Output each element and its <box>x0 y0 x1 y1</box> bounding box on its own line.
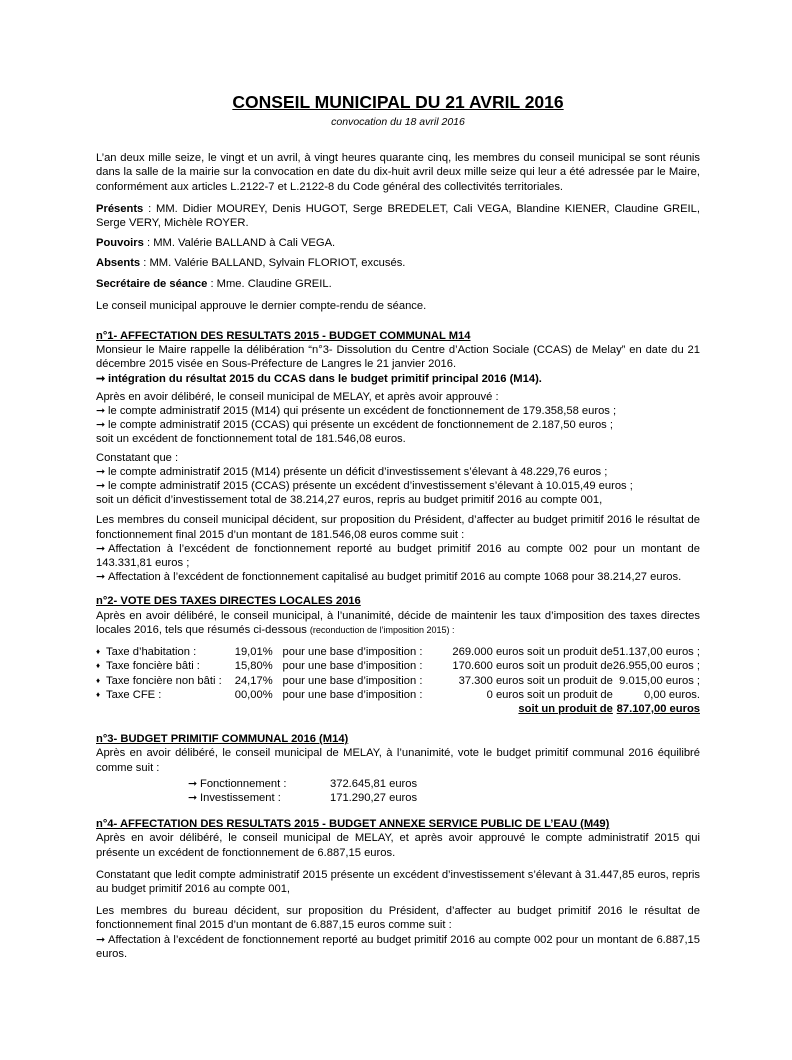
section-2-para: Après en avoir délibéré, le conseil municipal, à l’unanimité, décide de maintenir les taux d’imposition des taxes directes locales 2016, tels que résumés ci-dessous (reconduction de l’imposition 2015) : <box>96 609 700 636</box>
tax-name: Taxe CFE : <box>106 688 162 701</box>
section-1-bullet3: ➞ le compte administratif 2015 (M14) présente un déficit d’investissement s’élevant à 48.229,76 euros ; <box>96 465 608 478</box>
section-4-heading: n°4- AFFECTATION DES RESULTATS 2015 - BUDGET ANNEXE SERVICE PUBLIC DE L’EAU (M49) <box>96 818 610 831</box>
tax-row <box>96 688 700 702</box>
convocation-date: convocation du 18 avril 2016 <box>331 116 465 128</box>
tax-product: 26.955,00 euros ; <box>612 660 700 673</box>
absents-label: Absents <box>96 257 141 270</box>
tax-name-cell <box>96 674 235 688</box>
tax-base-label: pour une base d’imposition : <box>282 660 423 673</box>
section-2-heading: n°2- VOTE DES TAXES DIRECTES LOCALES 2016 <box>96 595 361 608</box>
tax-product: 51.137,00 euros ; <box>612 646 700 659</box>
pouvoirs-line <box>96 236 700 250</box>
section-1-affect1: ➞ Affectation à l’excédent de fonctionnement reporté au budget primitif 2016 au compte 002 pour un montant de 143.331,81 euros ; <box>96 542 700 570</box>
secretaire-label: Secrétaire de séance <box>96 277 208 290</box>
taxes-total-value: 87.107,00 euros <box>616 702 700 715</box>
tax-product: 0,00 euros. <box>644 688 700 701</box>
section-4 <box>96 817 700 961</box>
tax-name: Taxe foncière bâti : <box>106 660 200 673</box>
pouvoirs-label: Pouvoirs <box>96 237 144 250</box>
section-1-para2-intro: Après en avoir délibéré, le conseil municipal de MELAY, et après avoir approuvé : <box>96 390 499 403</box>
tax-product: 9.015,00 euros ; <box>619 674 700 687</box>
tax-rate: 24,17% <box>234 674 273 687</box>
diamond-bullet-icon: ♦ <box>96 689 101 699</box>
section-1-total-fonct: soit un excédent de fonctionnement total de 181.546,08 euros. <box>96 433 406 446</box>
arrow-icon: ➞ <box>96 372 106 385</box>
section-1-heading: n°1- AFFECTATION DES RESULTATS 2015 - BUDGET COMMUNAL M14 <box>96 330 471 343</box>
tax-row <box>96 674 700 688</box>
tax-rate: 15,80% <box>234 660 273 673</box>
pouvoirs-text: : MM. Valérie BALLAND à Cali VEGA. <box>143 237 336 250</box>
arrow-icon: ➞ <box>96 465 106 478</box>
arrow-icon: ➞ <box>188 791 198 804</box>
diamond-bullet-icon: ♦ <box>96 661 101 671</box>
arrow-icon: ➞ <box>96 542 106 555</box>
section-1-para3: Les membres du conseil municipal décident, sur proposition du Président, d’affecter au budget primitif 2016 le résultat de fonctionnement final 2015 d’un montant de 181.546,08 euros comme suit : <box>96 514 700 541</box>
section-1-bullet1: ➞ le compte administratif 2015 (M14) qui présente un excédent de fonctionnement de 179.358,58 euros ; <box>96 405 617 418</box>
section-4-para3: Les membres du bureau décident, sur proposition du Président, d’affecter au budget primitif 2016 le résultat de fonctionnement final 2015 d’un montant de 6.887,15 euros comme suit : <box>96 905 700 932</box>
secretaire-line <box>96 277 700 291</box>
section-3-heading: n°3- BUDGET PRIMITIF COMMUNAL 2016 (M14) <box>96 733 349 746</box>
section-3-para: Après en avoir délibéré, le conseil municipal de MELAY, à l’unanimité, vote le budget primitif communal 2016 équilibré comme suit : <box>96 747 700 774</box>
secretaire-text: : Mme. Claudine GREIL. <box>207 277 332 290</box>
section-4-para1: Après en avoir délibéré, le conseil municipal de MELAY, et après avoir approuvé le compte administratif 2015 qui présente un excédent de fonctionnement de 6.887,15 euros. <box>96 832 700 859</box>
section-4-para2: Constatant que ledit compte administratif 2015 présente un excédent d’investissement s’élevant à 31.447,85 euros, repris au budget primitif 2016 au compte 001, <box>96 868 700 895</box>
tax-base-label: pour une base d’imposition : <box>282 674 423 687</box>
tax-name-cell <box>96 659 235 673</box>
section-3 <box>96 732 700 805</box>
diamond-bullet-icon: ♦ <box>96 647 101 657</box>
tax-base: 269.000 euros soit un produit de <box>452 646 613 659</box>
taxes-total-row <box>96 702 700 716</box>
tax-row <box>96 645 700 659</box>
section-1-total-invest: soit un déficit d’investissement total de 38.214,27 euros, repris au budget primitif 2016 au compte 001, <box>96 494 603 507</box>
tax-name: Taxe d’habitation : <box>106 646 197 659</box>
intro-paragraph: L’an deux mille seize, le vingt et un avril, à vingt heures quarante cinq, les membres du conseil municipal se sont réunis dans la salle de la mairie sur la convocation en date du dix-huit avril deux mille seize qui leur a été adressée par le Maire, conformément aux articles L.2122-7 et L.2122-8 du Code général des collectivités territoriales. <box>96 152 700 193</box>
arrow-icon: ➞ <box>188 777 198 790</box>
approval-line: Le conseil municipal approuve le dernier compte-rendu de séance. <box>96 299 427 312</box>
tax-row <box>96 659 700 673</box>
arrow-icon: ➞ <box>96 419 106 432</box>
section-1-affect2: ➞ Affectation à l’excédent de fonctionnement capitalisé au budget primitif 2016 au compte 1068 pour 38.214,27 euros. <box>96 571 682 584</box>
budget-line: ➞ Fonctionnement : 372.645,81 euros <box>188 777 418 790</box>
arrow-icon: ➞ <box>96 480 106 493</box>
section-1-constatant: Constatant que : <box>96 451 179 464</box>
taxes-total-label: soit un produit de <box>518 702 613 715</box>
tax-base: 0 euros soit un produit de <box>486 688 613 701</box>
document-page <box>96 92 700 961</box>
section-1-para1: Monsieur le Maire rappelle la délibération “n°3- Dissolution du Centre d’Action Sociale (CCAS) de Melay” en date du 21 décembre 2015 visée en Sous-Préfecture de Langres le 21 janvier 2016. <box>96 344 700 371</box>
section-2 <box>96 594 700 716</box>
tax-rate: 00,00% <box>234 688 273 701</box>
section-1-bullet2: ➞ le compte administratif 2015 (CCAS) qui présente un excédent de fonctionnement de 2.187,50 euros ; <box>96 419 613 432</box>
arrow-icon: ➞ <box>96 405 106 418</box>
section-4-affect1: ➞ Affectation à l’excédent de fonctionnement reporté au budget primitif 2016 au compte 002 pour un montant de 6.887,15 euros. <box>96 933 700 960</box>
tax-base-label: pour une base d’imposition : <box>282 688 423 701</box>
arrow-icon: ➞ <box>96 571 106 584</box>
arrow-icon: ➞ <box>96 933 106 946</box>
tax-base: 37.300 euros soit un produit de <box>458 674 613 687</box>
section-1 <box>96 329 700 584</box>
budget-table <box>188 777 417 805</box>
tax-name-cell <box>96 645 235 659</box>
document-title: CONSEIL MUNICIPAL DU 21 AVRIL 2016 <box>232 92 564 112</box>
tax-rate: 19,01% <box>234 646 273 659</box>
section-1-integration: ➞ intégration du résultat 2015 du CCAS dans le budget primitif principal 2016 (M14). <box>96 372 542 385</box>
absents-text: : MM. Valérie BALLAND, Sylvain FLORIOT, excusés. <box>140 257 406 270</box>
tax-name-cell <box>96 688 235 702</box>
diamond-bullet-icon: ♦ <box>96 675 101 685</box>
tax-base-label: pour une base d’imposition : <box>282 646 423 659</box>
absents-line <box>96 256 700 270</box>
budget-line: ➞ Investissement : 171.290,27 euros <box>188 791 418 804</box>
presents-line <box>96 202 700 230</box>
tax-base: 170.600 euros soit un produit de <box>452 660 613 673</box>
section-1-bullet4: ➞ le compte administratif 2015 (CCAS) présente un excédent d’investissement s’élevant à 10.015,49 euros ; <box>96 480 633 493</box>
presents-text: : MM. Didier MOUREY, Denis HUGOT, Serge BREDELET, Cali VEGA, Blandine KIENER, Claudine GREIL, Serge VERY, Michèle ROYER. <box>96 202 700 230</box>
presents-label: Présents <box>96 202 144 215</box>
taxes-table <box>96 645 700 716</box>
tax-name: Taxe foncière non bâti : <box>106 674 222 687</box>
